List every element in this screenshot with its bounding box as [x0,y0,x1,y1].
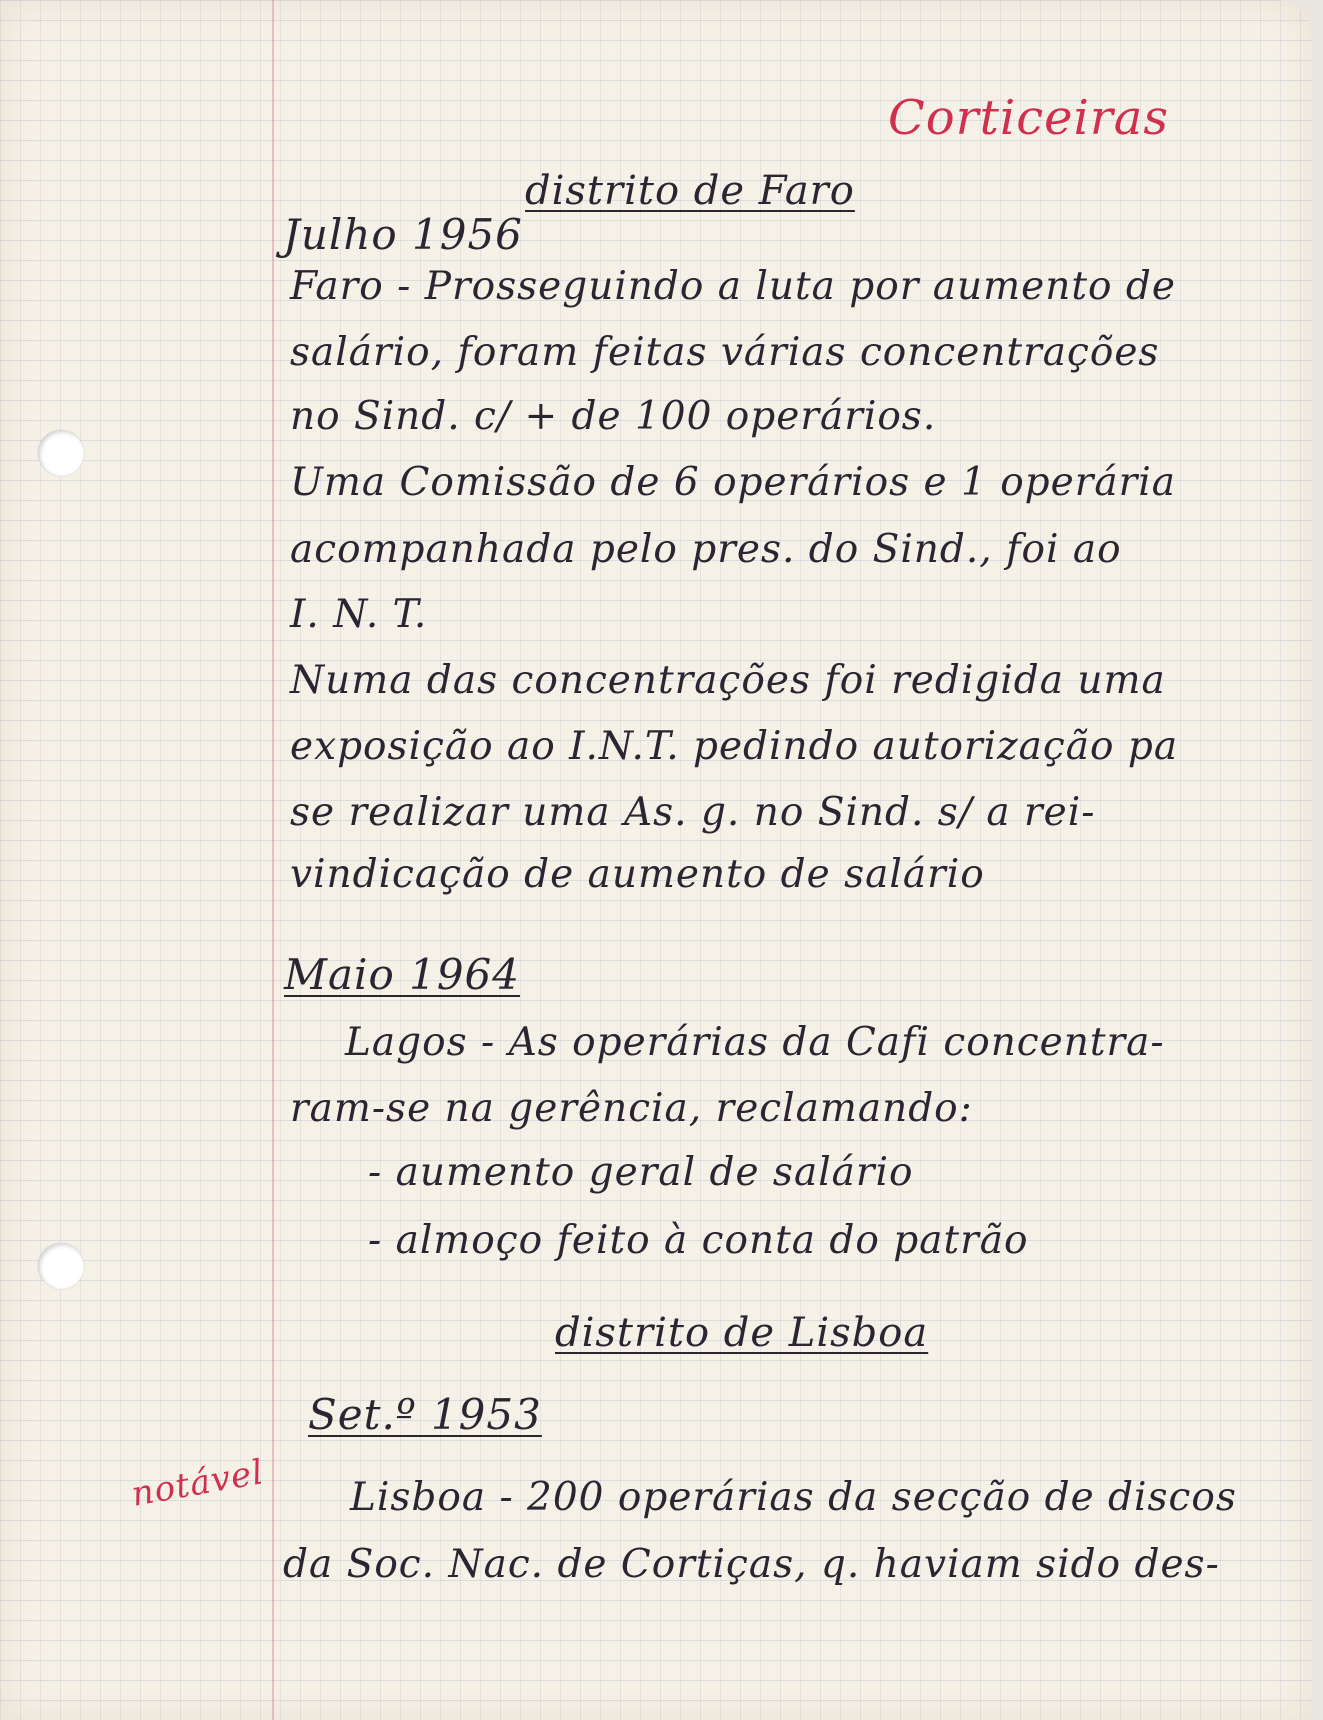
text-line: se realizar uma As. g. no Sind. s/ a rei- [290,790,1096,835]
list-item: - aumento geral de salário [368,1150,914,1195]
date-julho-1956: Julho 1956 [283,210,523,259]
text-line: exposição ao I.N.T. pedindo autorização pa [290,724,1179,769]
text-line: Uma Comissão de 6 operários e 1 operária [290,460,1176,505]
date-maio-1964: Maio 1964 [284,950,521,999]
margin-note: notável [128,1452,267,1515]
section-heading-faro: distrito de Faro [525,168,855,214]
text-line: acompanhada pelo pres. do Sind., foi ao [290,527,1122,572]
text-line: Numa das concentrações foi redigida uma [290,658,1166,703]
date-set-1953: Set.º 1953 [308,1390,542,1439]
page-title: Corticeiras [888,90,1170,146]
text-line: da Soc. Nac. de Cortiças, q. haviam sido des- [283,1542,1220,1587]
binder-hole-top [38,430,84,476]
margin-rule [272,0,274,1720]
binder-hole-bottom [38,1243,84,1289]
text-line: no Sind. c/ + de 100 operários. [290,394,937,439]
list-item: - almoço feito à conta do patrão [368,1218,1029,1263]
text-line: ram-se na gerência, reclamando: [290,1086,973,1131]
text-line: Lagos - As operárias da Cafi concentra- [345,1020,1165,1065]
text-line: I. N. T. [290,592,428,637]
section-heading-lisboa: distrito de Lisboa [555,1310,929,1356]
text-line: salário, foram feitas várias concentrações [290,330,1160,375]
text-line: Faro - Prosseguindo a luta por aumento de [290,264,1176,309]
text-line: Lisboa - 200 operárias da secção de discos [350,1475,1237,1520]
text-line: vindicação de aumento de salário [290,852,985,897]
